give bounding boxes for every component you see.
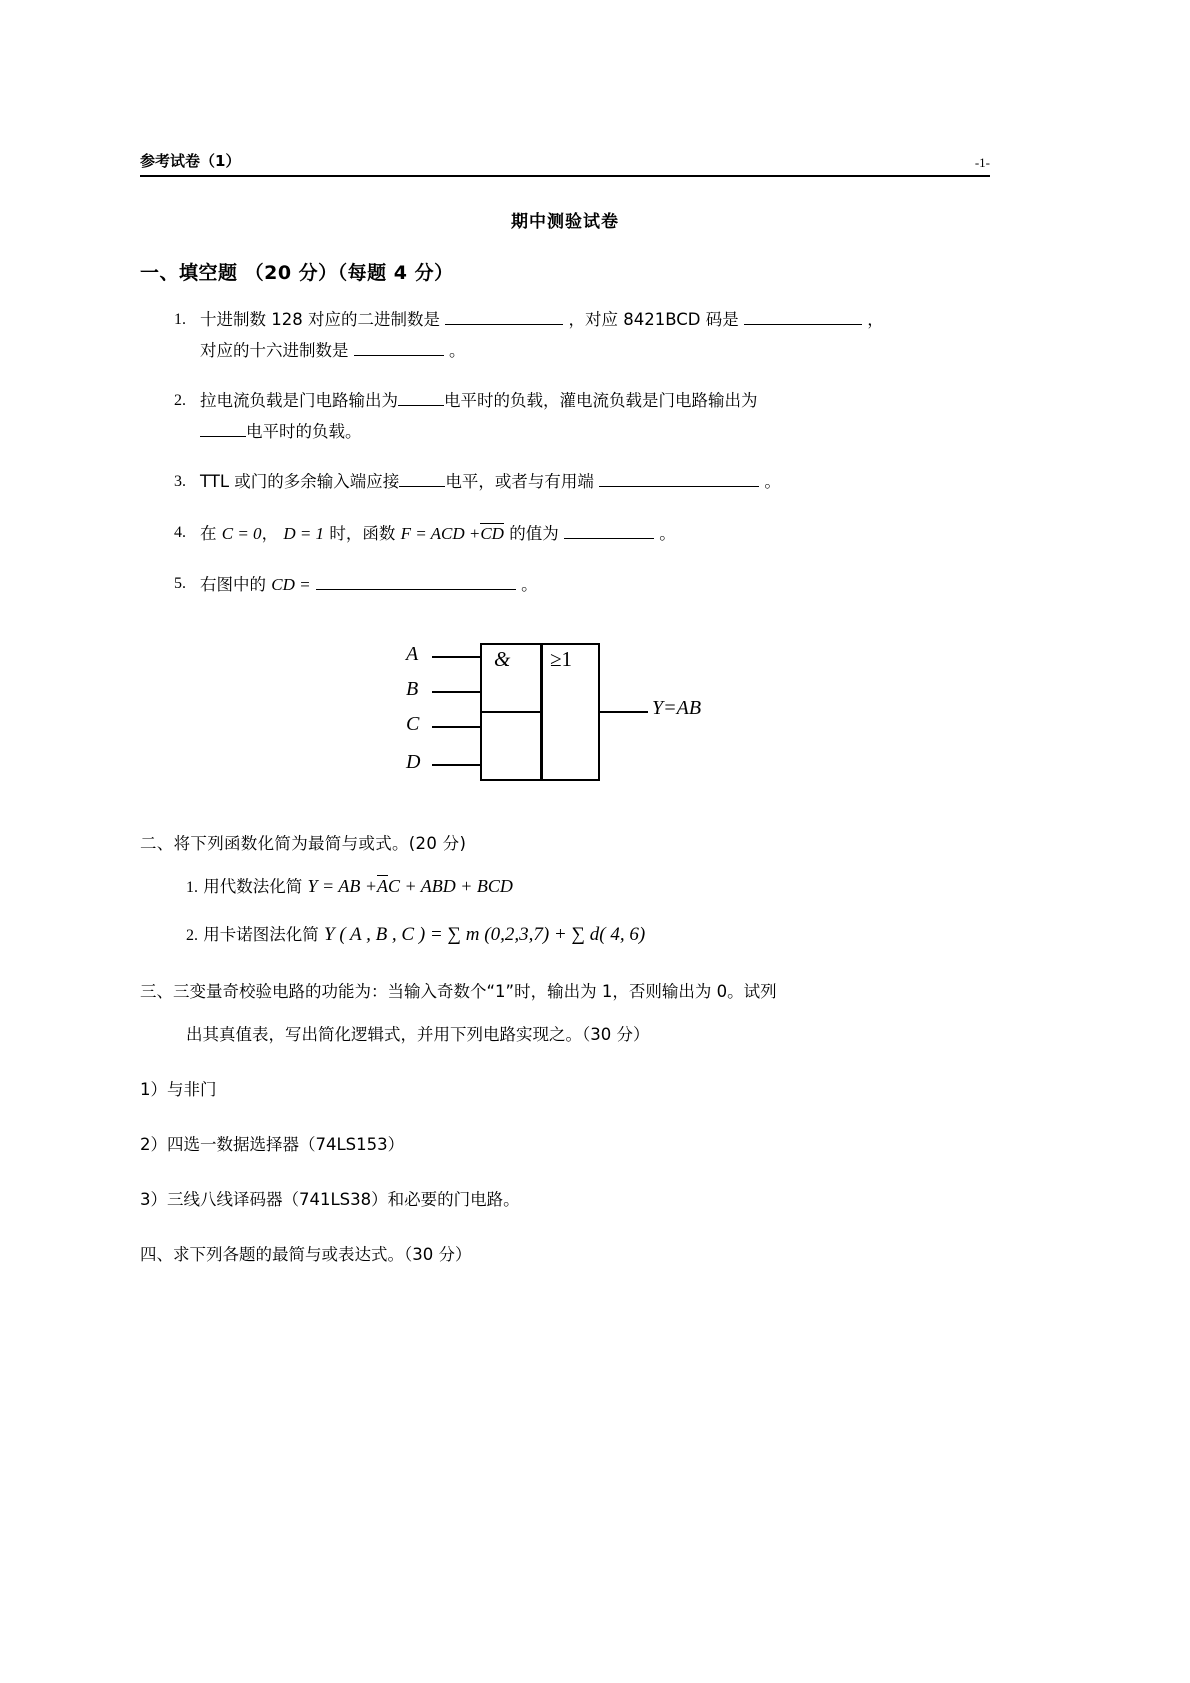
item-label: 用代数法化简 — [203, 876, 303, 896]
section-heading-2: 二、将下列函数化简为最简与或式。(20 分) — [140, 833, 467, 853]
math-d-value: D = 1 — [283, 523, 325, 543]
or-gate-symbol: ≥1 — [550, 646, 573, 671]
question-text-part-a: 十进制数 128 对应的二进制数是 — [200, 310, 440, 329]
logic-gate-figure — [140, 631, 990, 806]
question-body — [200, 569, 990, 601]
page-title: 期中测验试卷 — [511, 212, 619, 232]
answer-blank[interactable] — [445, 324, 563, 325]
math-cd-label: CD = — [271, 575, 311, 595]
input-label-d: D — [406, 750, 421, 773]
question-text-part-a: 在 — [200, 523, 217, 543]
item-label: 用卡诺图法化简 — [203, 925, 319, 945]
question-text-part-d: 。 — [659, 523, 676, 543]
formula-karnaugh: Y ( A , B , C ) = ∑ m (0,2,3,7) + ∑ d( 4, 6) — [324, 924, 646, 946]
answer-blank[interactable] — [564, 538, 654, 539]
input-label-a: A — [406, 642, 419, 665]
answer-blank[interactable] — [316, 589, 516, 590]
question-text-part-c: 的值为 — [509, 523, 559, 543]
question-text-part-c: 。 — [764, 472, 781, 492]
question-body — [200, 305, 990, 366]
page-header — [140, 150, 990, 177]
section-heading-1: 一、填空题 （20 分）（每题 4 分） — [140, 262, 454, 284]
section3-heading-line2: 出其真值表，写出简化逻辑式，并用下列电路实现之。（30 分） — [186, 1024, 650, 1044]
input-label-b: B — [406, 677, 419, 700]
question-body — [200, 386, 990, 447]
section-heading-4: 四、求下列各题的最简与或表达式。（30 分） — [140, 1244, 472, 1264]
comma: ， — [261, 523, 279, 543]
page-number: -1- — [974, 155, 990, 170]
section2-item-1 — [186, 870, 990, 903]
input-wire-b — [432, 691, 480, 694]
output-wire — [600, 711, 648, 714]
question-item-1 — [140, 305, 990, 366]
question-number: 1. — [174, 311, 186, 328]
question-text-part-a: 拉电流负载是门电路输出为 — [200, 391, 398, 411]
question-text-part-c: ， — [867, 310, 884, 329]
math-c-value: C = 0 — [221, 523, 262, 543]
gate-internal-divider-horizontal — [480, 711, 540, 714]
question-text-line2-b: 电平时的负载。 — [246, 421, 362, 441]
formula-part-a: Y = AB + — [307, 875, 377, 896]
gate-internal-divider-vertical — [540, 643, 543, 781]
answer-blank[interactable] — [744, 324, 862, 325]
formula-part-b: C + ABD + BCD — [387, 875, 513, 896]
section2-item-2 — [186, 918, 990, 952]
section3-heading-line1: 三、三变量奇校验电路的功能为：当输入奇数个“1”时，输出为 1，否则输出为 0。试列 — [140, 981, 777, 1001]
question-text-part-b: ，对应 8421BCD 码是 — [568, 310, 739, 329]
question-text-part-a: 右图中的 — [200, 575, 266, 595]
answer-blank[interactable] — [354, 355, 444, 356]
question-text-part-b: 时，函数 — [329, 523, 396, 543]
question-item-2 — [140, 386, 990, 447]
formula-overline-a: A — [376, 875, 388, 896]
answer-blank[interactable] — [599, 486, 759, 487]
item-number: 1. — [186, 878, 198, 896]
section3-item-1: 1）与非门 — [140, 1079, 217, 1099]
question-item-5 — [140, 569, 990, 601]
question-body — [200, 467, 990, 498]
question-number: 5. — [174, 575, 186, 593]
question-text-line2-a: 对应的十六进制数是 — [200, 340, 349, 360]
output-label: Y=AB — [652, 696, 702, 719]
section3-item-3: 3）三线八线译码器（741LS38）和必要的门电路。 — [140, 1189, 520, 1209]
header-left-text: 参考试卷（1） — [140, 152, 241, 170]
question-body — [200, 518, 990, 550]
input-wire-d — [432, 764, 480, 767]
answer-blank[interactable] — [399, 486, 445, 487]
question-text-part-b: 电平时的负载，灌电流负载是门电路输出为 — [444, 391, 758, 411]
item-number: 2. — [186, 927, 198, 945]
question-item-4 — [140, 518, 990, 550]
question-text-line2-b: 。 — [449, 340, 466, 360]
question-number: 2. — [174, 392, 186, 410]
page-content — [140, 150, 990, 1271]
answer-blank[interactable] — [200, 436, 246, 437]
math-overline-cd: CD — [480, 523, 504, 543]
question-text-part-a: TTL 或门的多余输入端应接 — [200, 472, 400, 492]
question-text-part-b: 电平，或者与有用端 — [445, 472, 594, 492]
input-label-c: C — [406, 712, 420, 735]
section3-item-2: 2）四选一数据选择器（74LS153） — [140, 1134, 405, 1154]
section-heading-3 — [140, 975, 990, 1008]
question-number: 4. — [174, 523, 186, 541]
fill-in-blank-question-list — [140, 305, 990, 601]
and-gate-symbol: & — [494, 646, 511, 671]
math-function-expression: F = ACD + — [400, 523, 481, 543]
question-item-3 — [140, 467, 990, 498]
input-wire-a — [432, 656, 480, 659]
input-wire-c — [432, 726, 480, 729]
answer-blank[interactable] — [398, 405, 444, 406]
question-number: 3. — [174, 473, 186, 491]
question-text-part-b: 。 — [521, 575, 538, 595]
